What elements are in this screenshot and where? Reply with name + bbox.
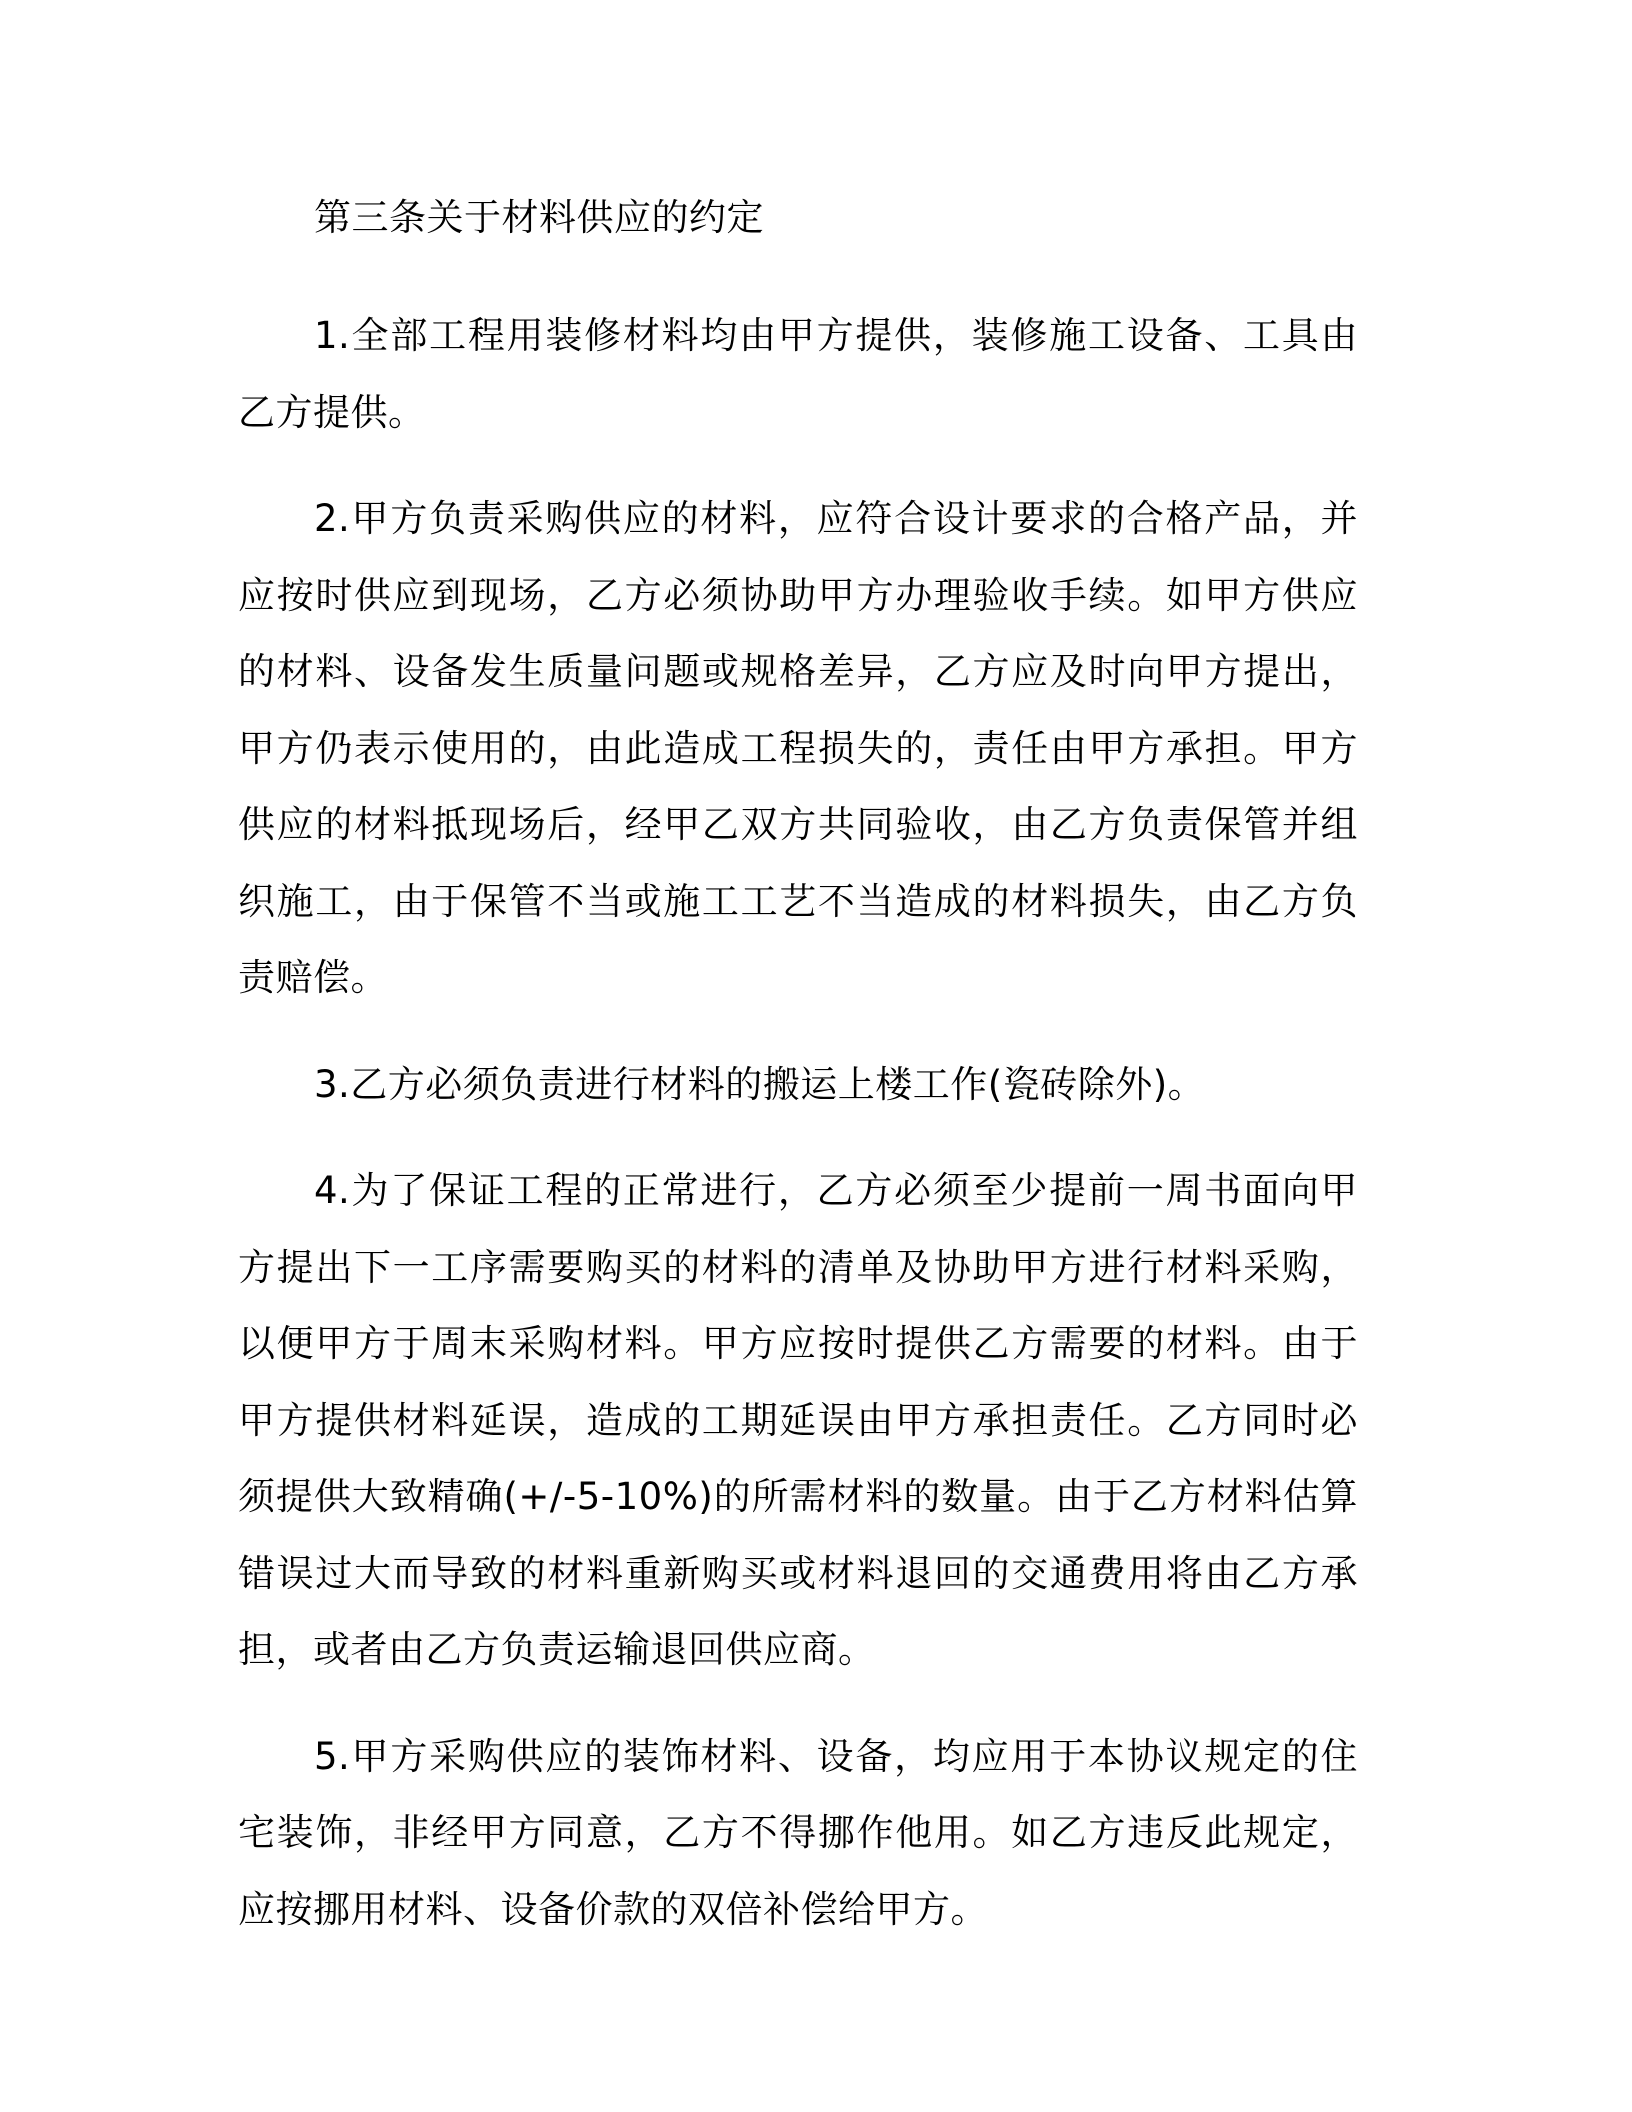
- clause-paragraph-4: 4.为了保证工程的正常进行，乙方必须至少提前一周书面向甲方提出下一工序需要购买的材料的清单及协助甲方进行材料采购，以便甲方于周末采购材料。甲方应按时提供乙方需要的材料。由于甲方提供材料延误，造成的工期延误由甲方承担责任。乙方同时必须提供大致精确(+/-5-10%)的所需材料的数量。由于乙方材料估算错误过大而导致的材料重新购买或材料退回的交通费用将由乙方承担，或者由乙方负责运输退回供应商。: [238, 1169, 1358, 1671]
- document-body: [238, 188, 1358, 1948]
- section-heading: 第三条关于材料供应的约定: [314, 196, 764, 239]
- clause-paragraph-5: 5.甲方采购供应的装饰材料、设备，均应用于本协议规定的住宅装饰，非经甲方同意，乙方不得挪作他用。如乙方违反此规定，应按挪用材料、设备价款的双倍补偿给甲方。: [238, 1734, 1358, 1931]
- clause-paragraph-2: 2.甲方负责采购供应的材料，应符合设计要求的合格产品，并应按时供应到现场，乙方必须协助甲方办理验收手续。如甲方供应的材料、设备发生质量问题或规格差异，乙方应及时向甲方提出，甲方仍表示使用的，由此造成工程损失的，责任由甲方承担。甲方供应的材料抵现场后，经甲乙双方共同验收，由乙方负责保管并组织施工，由于保管不当或施工工艺不当造成的材料损失，由乙方负责赔偿。: [238, 497, 1358, 999]
- clause-paragraph-3: 3.乙方必须负责进行材料的搬运上楼工作(瓷砖除外)。: [314, 1062, 1206, 1106]
- clause-paragraph-1: 1.全部工程用装修材料均由甲方提供，装修施工设备、工具由乙方提供。: [238, 314, 1358, 434]
